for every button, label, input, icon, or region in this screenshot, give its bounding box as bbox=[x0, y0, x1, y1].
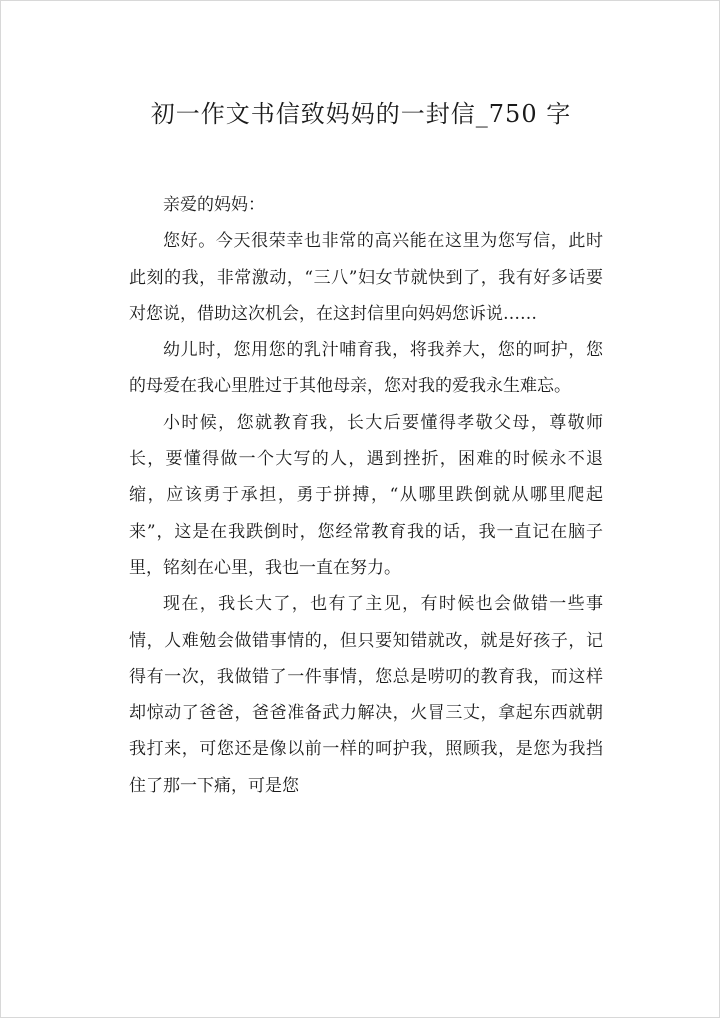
letter-paragraph: 小时候，您就教育我，长大后要懂得孝敬父母，尊敬师长，要懂得做一个大写的人，遇到挫折，困难的时候永不退缩，应该勇于承担，勇于拼搏，“从哪里跌倒就从哪里爬起来”，这是在我跌倒时，您经常教育我的话，我一直记在脑子里，铭刻在心里，我也一直在努力。 bbox=[129, 412, 603, 578]
letter-body bbox=[129, 187, 603, 804]
letter-paragraph: 您好。今天很荣幸也非常的高兴能在这里为您写信，此时此刻的我，非常激动，“三八”妇女节就快到了，我有好多话要对您说，借助这次机会，在这封信里向妈妈您诉说…… bbox=[129, 231, 603, 324]
letter-paragraph: 幼儿时，您用您的乳汁哺育我，将我养大，您的呵护，您的母爱在我心里胜过于其他母亲，您对我的爱我永生难忘。 bbox=[129, 340, 603, 397]
letter-greeting: 亲爱的妈妈： bbox=[163, 195, 265, 215]
letter-paragraph: 现在，我长大了，也有了主见，有时候也会做错一些事情，人难勉会做错事情的，但只要知错就改，就是好孩子，记得有一次，我做错了一件事情，您总是唠叨的教育我，而这样却惊动了爸爸，爸爸准备武力解决，火冒三丈，拿起东西就朝我打来，可您还是像以前一样的呵护我，照顾我，是您为我挡住了那一下痛，可是您 bbox=[129, 594, 603, 796]
document-title: 初一作文书信致妈妈的一封信_750 字 bbox=[150, 100, 572, 128]
